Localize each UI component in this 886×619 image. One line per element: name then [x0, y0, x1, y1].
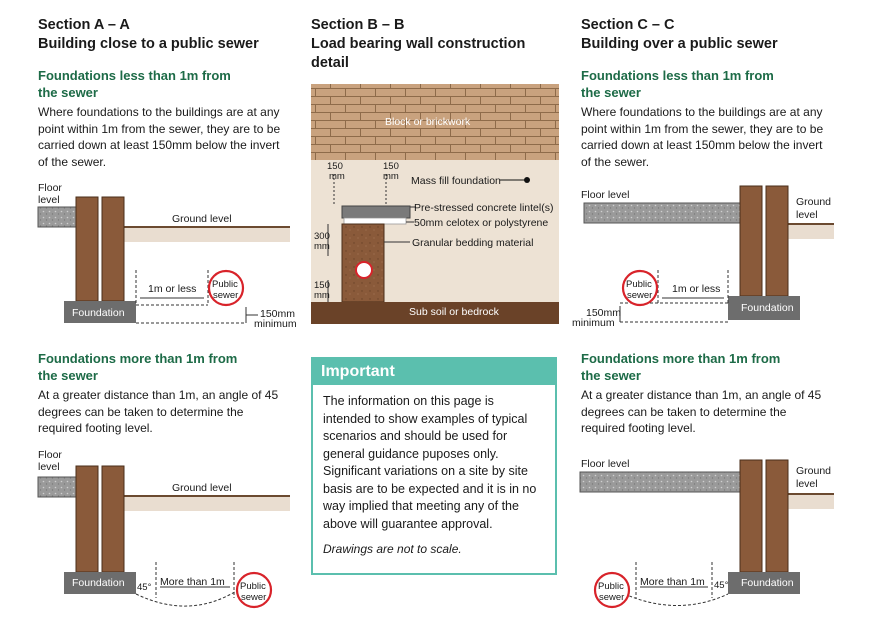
a1-sewer-2: sewer	[213, 290, 239, 301]
section-c-heading-more: Foundations more than 1m from	[581, 351, 781, 366]
section-c-subtitle: Building over a public sewer	[581, 36, 778, 52]
section-a-body-more: At a greater distance than 1m, an angle of 45 degrees can be taken to determine the required footing level.	[38, 388, 279, 435]
c1-sewer-2: sewer	[627, 290, 653, 301]
section-c-heading-more-2: the sewer	[581, 368, 641, 383]
b-dim150c-1: 150	[314, 280, 330, 291]
section-c-body-less: Where foundations to the buildings are at any point within 1m from the sewer, they are to be carried down at least 150mm below the invert of the sewer.	[581, 105, 824, 169]
c1-distance: 1m or less	[672, 283, 721, 295]
a2-floor-level-1: Floor	[38, 449, 62, 461]
section-a-body-less: Where foundations to the buildings are at any point within 1m from the sewer, they are to be carried down at least 150mm below the invert of the sewer.	[38, 105, 281, 169]
b-dim300-1: 300	[314, 231, 330, 242]
c2-distance: More than 1m	[640, 576, 705, 588]
c1-ground-2: level	[796, 209, 818, 221]
c2-foundation: Foundation	[741, 577, 794, 589]
b-subsoil: Sub soil or bedrock	[409, 306, 499, 318]
section-b-subtitle-2: detail	[311, 55, 349, 71]
c1-sewer-1: Public	[626, 279, 652, 290]
a2-distance: More than 1m	[160, 576, 225, 588]
c1-minimum: minimum	[572, 317, 615, 329]
b-block: Block or brickwork	[385, 116, 471, 128]
section-a-heading-more-2: the sewer	[38, 368, 98, 383]
c2-floor-level: Floor level	[581, 458, 630, 470]
a1-floor-level-2: level	[38, 194, 60, 206]
c1-foundation: Foundation	[741, 302, 794, 314]
section-c-title: Section C – C	[581, 17, 675, 33]
section-c-body-more: At a greater distance than 1m, an angle of 45 degrees can be taken to determine the required footing level.	[581, 388, 822, 435]
section-a-subtitle: Building close to a public sewer	[38, 36, 259, 52]
a1-floor-level-1: Floor	[38, 182, 62, 194]
a1-sewer-1: Public	[212, 279, 238, 290]
a2-sewer-2: sewer	[241, 592, 267, 603]
a1-ground-level: Ground level	[172, 213, 232, 225]
a2-angle: 45°	[137, 582, 152, 593]
c2-ground-2: level	[796, 478, 818, 490]
section-b-subtitle: Load bearing wall construction	[311, 36, 526, 52]
section-a-heading-more: Foundations more than 1m from	[38, 351, 238, 366]
c2-sewer-1: Public	[598, 581, 624, 592]
a2-foundation: Foundation	[72, 577, 125, 589]
section-c-heading-less: Foundations less than 1m from	[581, 68, 774, 83]
b-dim150b-2: mm	[383, 171, 399, 182]
b-celotex: 50mm celotex or polystyrene	[414, 217, 549, 229]
a1-150mm: 150mm	[260, 308, 296, 320]
section-c-heading-less-2: the sewer	[581, 85, 641, 100]
b-lintel: Pre-stressed concrete lintel(s)	[414, 202, 554, 214]
section-a-heading-less: Foundations less than 1m from	[38, 68, 231, 83]
a2-ground-level: Ground level	[172, 482, 232, 494]
c1-floor-level: Floor level	[581, 189, 630, 201]
b-granular: Granular bedding material	[412, 237, 534, 249]
a1-foundation: Foundation	[72, 307, 125, 319]
b-mass-fill: Mass fill foundation	[411, 175, 501, 187]
section-a-heading-less-2: the sewer	[38, 85, 98, 100]
a2-floor-level-2: level	[38, 461, 60, 473]
a1-minimum: minimum	[254, 318, 297, 330]
section-a-title: Section A – A	[38, 17, 130, 33]
c2-angle: 45°	[714, 580, 729, 591]
b-dim150a-1: 150	[327, 161, 343, 172]
c2-ground-1: Ground	[796, 465, 832, 477]
a2-sewer-1: Public	[240, 581, 266, 592]
a1-distance: 1m or less	[148, 283, 197, 295]
b-dim150c-2: mm	[314, 290, 330, 301]
b-dim300-2: mm	[314, 241, 330, 252]
c1-ground-1: Ground	[796, 196, 832, 208]
important-note: Drawings are not to scale.	[323, 542, 462, 556]
c2-sewer-2: sewer	[599, 592, 625, 603]
b-dim150a-2: mm	[329, 171, 345, 182]
important-text: The information on this page is intended to show examples of typical scenarios and should be used for general guidance puposes only. Significant variations on a site by site basis are to be expected and it is in no way implied that meeting any of the above will guarantee approval.	[323, 394, 537, 531]
important-heading: Important	[313, 359, 555, 385]
b-dim150b-1: 150	[383, 161, 399, 172]
c1-150mm: 150mm	[586, 307, 622, 319]
section-b-title: Section B – B	[311, 17, 405, 33]
